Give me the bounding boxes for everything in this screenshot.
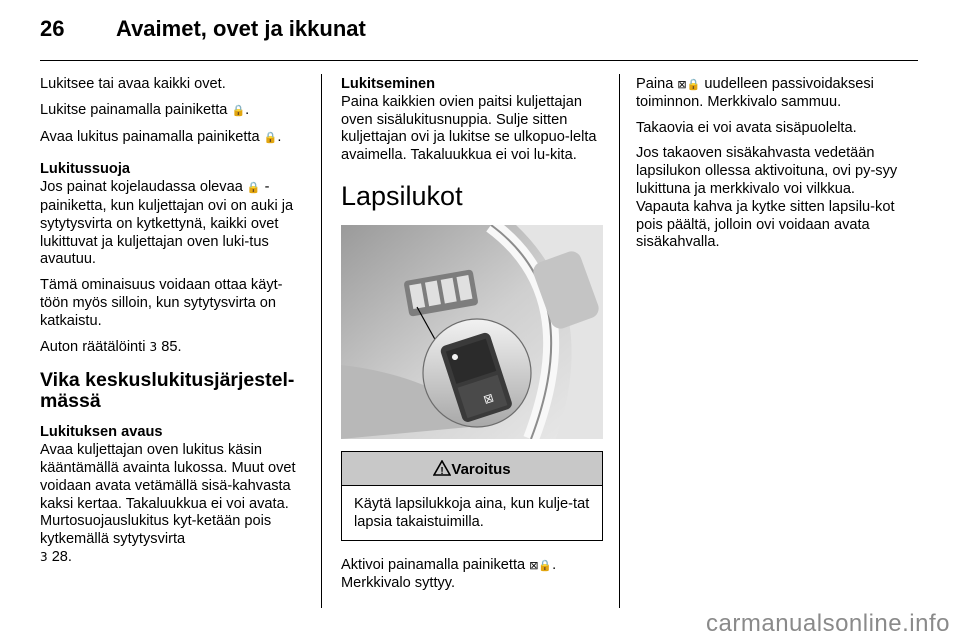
column-1 [40,76,306,575]
reference-arrow-icon: 3 [149,339,158,354]
page-title: Avaimet, ovet ja ikkunat [116,16,366,41]
subheading-locking-protection: Lukitussuoja [40,161,131,178]
door-panel-image [341,225,603,439]
column-3 [636,76,902,260]
child-lock-icon: ⊠🔒 [529,559,553,573]
warning-box [341,451,603,541]
paragraph: Lukitse painamalla painiketta 🔒. [40,102,306,121]
section-heading: Vika keskuslukitusjärjestel-mässä [40,369,295,413]
column-divider-2 [619,74,620,608]
lock-icon: 🔒 [263,131,278,144]
paragraph: Jos painat kojelaudassa olevaa 🔒 -painiketta, kun kuljettajan ovi on auki ja sytytysvirta on kytkettynä, kaikki ovet lukittuvat ja kuljettajan oven luki-tus avautuu. [40,179,294,268]
lock-icon: 🔒 [246,182,261,195]
column-divider-1 [321,74,322,608]
section-heading: Lapsilukot [341,180,463,211]
paragraph: Avaa lukitus painamalla painiketta 🔒. [40,129,306,148]
paragraph: Aktivoi painamalla painiketta ⊠🔒. Merkkivalo syttyy. [341,557,557,592]
column-2 [341,76,603,601]
lock-icon: 🔒 [231,104,246,117]
warning-header: ! Varoitus [342,452,602,486]
child-lock-icon: ⊠ [481,390,496,407]
header-rule [40,60,918,61]
subheading-unlocking: Lukituksen avaus [40,424,163,441]
subheading-locking: Lukitseminen [341,76,436,92]
paragraph: Takaovia ei voi avata sisäpuolelta. [636,119,857,136]
paragraph: Lukitsee tai avaa kaikki ovet. [40,76,226,92]
svg-text:!: ! [440,465,445,476]
paragraph: Paina kaikkien ovien paitsi kuljettajan oven sisälukitusnuppia. Sulje sitten kuljettajan ovi ja lukitse se ulkopuo-lelta avaimella. Takaluukkua ei voi lu-kita. [341,93,597,164]
child-lock-illustration [341,225,603,439]
paragraph: Tämä ominaisuus voidaan ottaa käyt-töön myös silloin, kun sytytysvirta on katkaistu. [40,277,283,329]
watermark: carmanualsonline.info [706,610,950,637]
paragraph: Auton räätälöinti 3 85. [40,338,182,355]
reference-arrow-icon: 3 [40,549,48,564]
child-lock-icon: ⊠🔒 [677,78,701,91]
paragraph: Jos takaoven sisäkahvasta vedetään lapsilukon ollessa aktivoituna, ovi py-syy lukittuna ja merkkivalo voi vilkkua. Vapauta kahva ja kytke sitten lapsilu-kot pois päältä, jolloin ovi voidaan avata sisäkahvalla. [636,145,898,251]
page-number: 26 [40,16,65,41]
warning-triangle-icon [433,460,451,476]
warning-text: Käytä lapsilukkoja aina, kun kulje-tat lapsia takaistuimilla. [354,495,590,530]
paragraph: Paina ⊠🔒 uudelleen passivoidaksesi toiminnon. Merkkivalo sammuu. [636,76,874,110]
paragraph: Avaa kuljettajan oven lukitus käsin kääntämällä avainta lukossa. Muut ovet voidaan avata vetämällä sisä-kahvasta kaksi kertaa. Takaluukkua ei voi avata. Murtosuojauslukitus kyt-ketään pois kytkemällä sytytysvirta 3 28. [40,442,296,565]
